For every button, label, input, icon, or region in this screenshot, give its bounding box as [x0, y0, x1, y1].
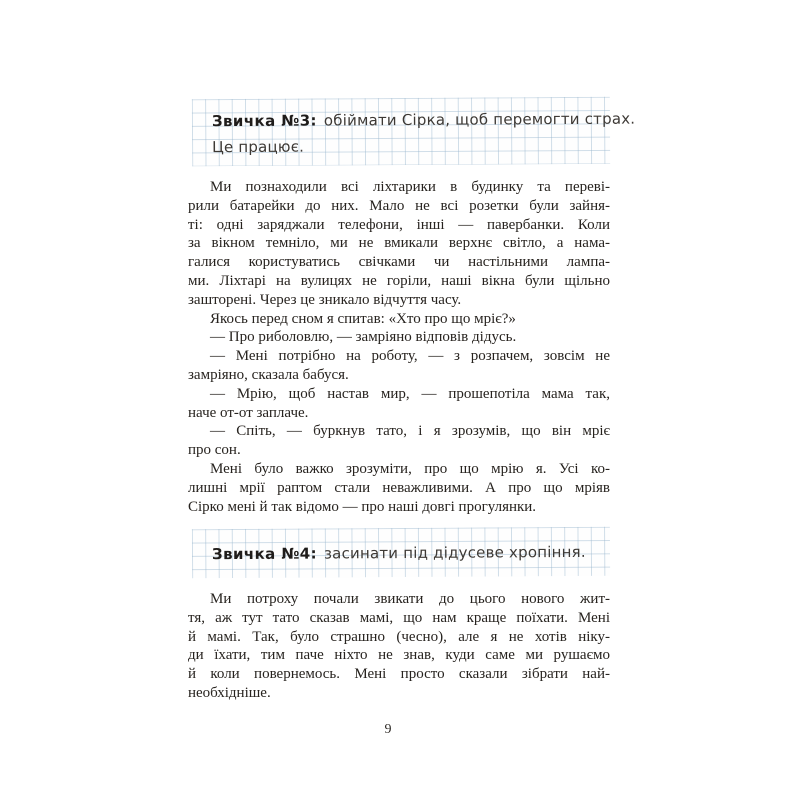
text-line: Ми потроху почали звикати до цього нового жит- [210, 591, 610, 607]
text-line: за вікном темніло, ми не вмикали верхнє світло, а нама- [188, 235, 610, 252]
text-line: ди їхати, тим паче ніхто не знав, куди саме ми рушаємо [188, 647, 610, 664]
text-line: лишні мрії раптом стали неважливими. А про що мріяв [188, 479, 610, 496]
body-text-block-2 [188, 590, 610, 703]
habit-3-line-2 [212, 132, 596, 160]
text-line: Мені було важко зрозуміти, про що мрію я. Усі ко- [210, 460, 610, 477]
habit-4-label: Звичка №4: [211, 544, 318, 564]
text-line: тя, аж тут тато сказав мамі, що нам краще поїхати. Мені [188, 609, 610, 626]
body-text-block-1 [188, 178, 610, 516]
page-number: 9 [384, 722, 392, 737]
text-line: замріяно, сказала бабуся. [188, 366, 349, 383]
text-line: ті: одні заряджали телефони, інші — павербанки. Коли [188, 216, 610, 233]
text-line: — Спіть, — буркнув тато, і я зрозумів, що він мріє [210, 423, 610, 440]
text-line: про сон. [188, 442, 241, 459]
habit-4-line-1 [212, 539, 596, 567]
habit-4-text: засинати під дідусеве хропіння. [323, 542, 586, 563]
text-line: — Мрію, щоб настав мир, — прошепотіла мама так, [210, 385, 610, 402]
habit-note-3 [192, 97, 636, 167]
text-line: ми. Ліхтарі на вулицях не горіли, наші вікна були щільно [188, 272, 610, 289]
text-line: рили батарейки до них. Мало не всі розетки були зайня- [188, 197, 610, 214]
text-line: — Мені потрібно на роботу, — з розпачем, зовсім не [210, 348, 610, 365]
text-line: наче от-от заплаче. [188, 404, 309, 421]
habit-3-label: Звичка №3: [211, 111, 317, 131]
text-line: Сірко мені й так відомо — про наші довгі прогулянки. [188, 498, 537, 515]
text-line: галися користуватись свічками чи настільними лампа- [188, 254, 610, 271]
text-line: — Про риболовлю, — замріяно відповів дідусь. [210, 329, 517, 346]
text-line: необхідніше. [188, 684, 271, 701]
habit-3-text-2: Це працює. [212, 137, 305, 157]
text-line: й мамі. Так, було страшно (чесно), але я не хотів ніку- [188, 628, 610, 645]
habit-3-text: обіймати Сірка, щоб перемогти страх. [323, 109, 636, 130]
text-line: й коли повернемось. Мені просто сказали зібрати най- [188, 666, 610, 683]
text-line: Якось перед сном я спитав: «Хто про що мріє?» [210, 310, 516, 327]
habit-note-4 [192, 527, 610, 579]
text-line: Ми познаходили всі ліхтарики в будинку та переві- [210, 179, 610, 195]
habit-3-line-1 [211, 106, 636, 134]
text-line: зашторені. Через це зникало відчуття часу. [188, 291, 462, 308]
